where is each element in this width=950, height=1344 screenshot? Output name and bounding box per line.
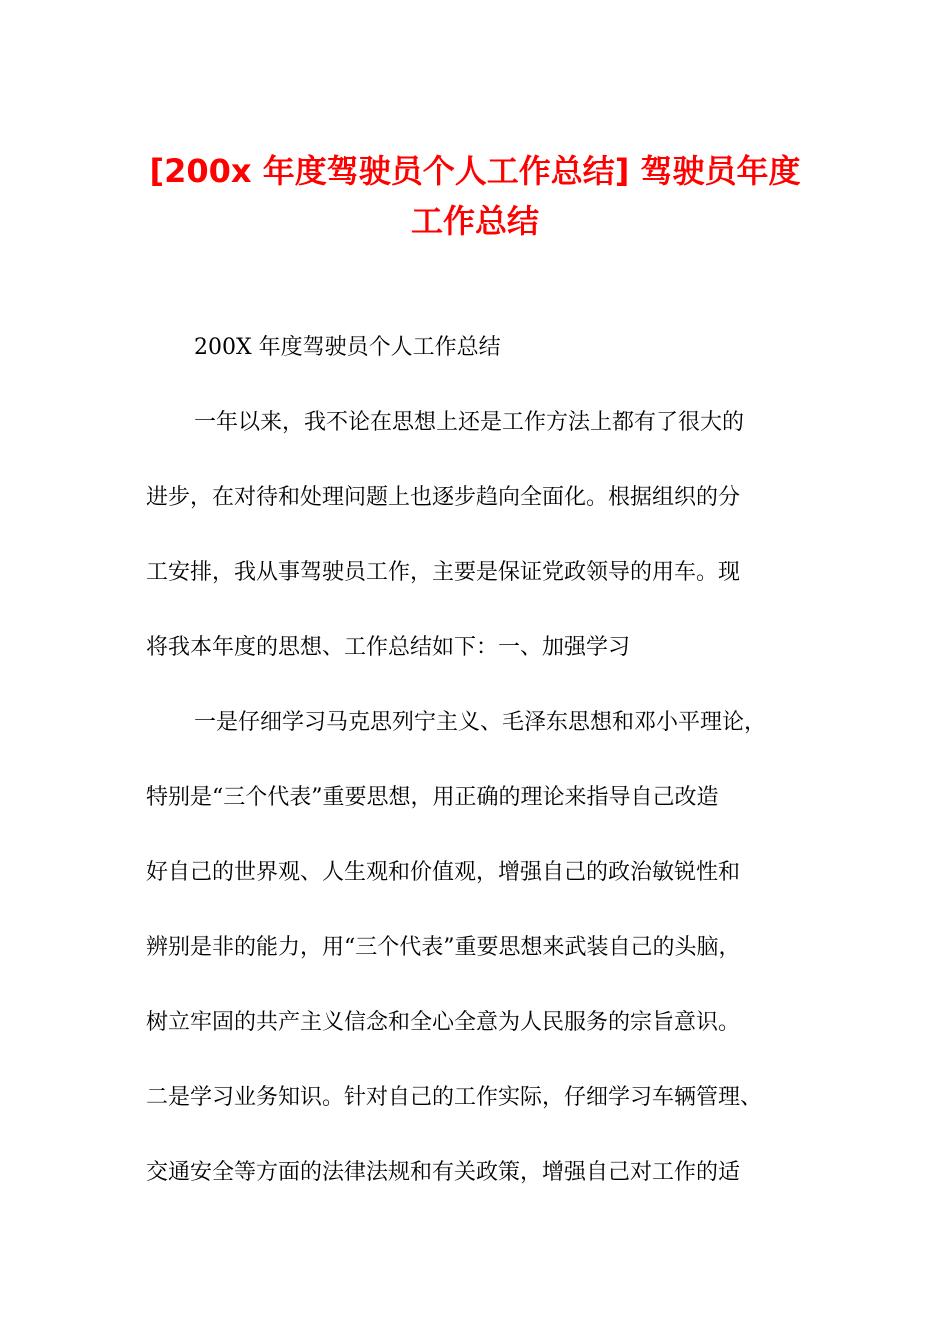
title-line-1: [200x 年度驾驶员个人工作总结] 驾驶员年度 <box>149 152 801 190</box>
paragraph-line: 二是学习业务知识。针对自己的工作实际，仔细学习车辆管理、 <box>146 1085 763 1110</box>
paragraph-line: 将我本年度的思想、工作总结如下：一、加强学习 <box>146 635 631 660</box>
paragraph-line: 交通安全等方面的法律法规和有关政策，增强自己对工作的适 <box>146 1160 741 1185</box>
section-heading: 200X 年度驾驶员个人工作总结 <box>194 335 501 360</box>
document-title <box>100 146 850 246</box>
title-line-2: 工作总结 <box>410 202 539 240</box>
paragraph-line: 树立牢固的共产主义信念和全心全意为人民服务的宗旨意识。 <box>146 1010 741 1035</box>
paragraph-line: 工安排，我从事驾驶员工作，主要是保证党政领导的用车。现 <box>146 560 741 585</box>
paragraph-line: 好自己的世界观、人生观和价值观，增强自己的政治敏锐性和 <box>146 860 741 885</box>
paragraph-line: 进步，在对待和处理问题上也逐步趋向全面化。根据组织的分 <box>146 485 741 510</box>
paragraph-line: 辨别是非的能力，用“三个代表”重要思想来武装自己的头脑， <box>146 935 741 960</box>
paragraph-line: 一是仔细学习马克思列宁主义、毛泽东思想和邓小平理论， <box>194 710 767 735</box>
document-body <box>146 310 811 1210</box>
paragraph-line: 一年以来，我不论在思想上还是工作方法上都有了很大的 <box>194 410 745 435</box>
paragraph-line: 特别是“三个代表”重要思想，用正确的理论来指导自己改造 <box>146 785 719 810</box>
